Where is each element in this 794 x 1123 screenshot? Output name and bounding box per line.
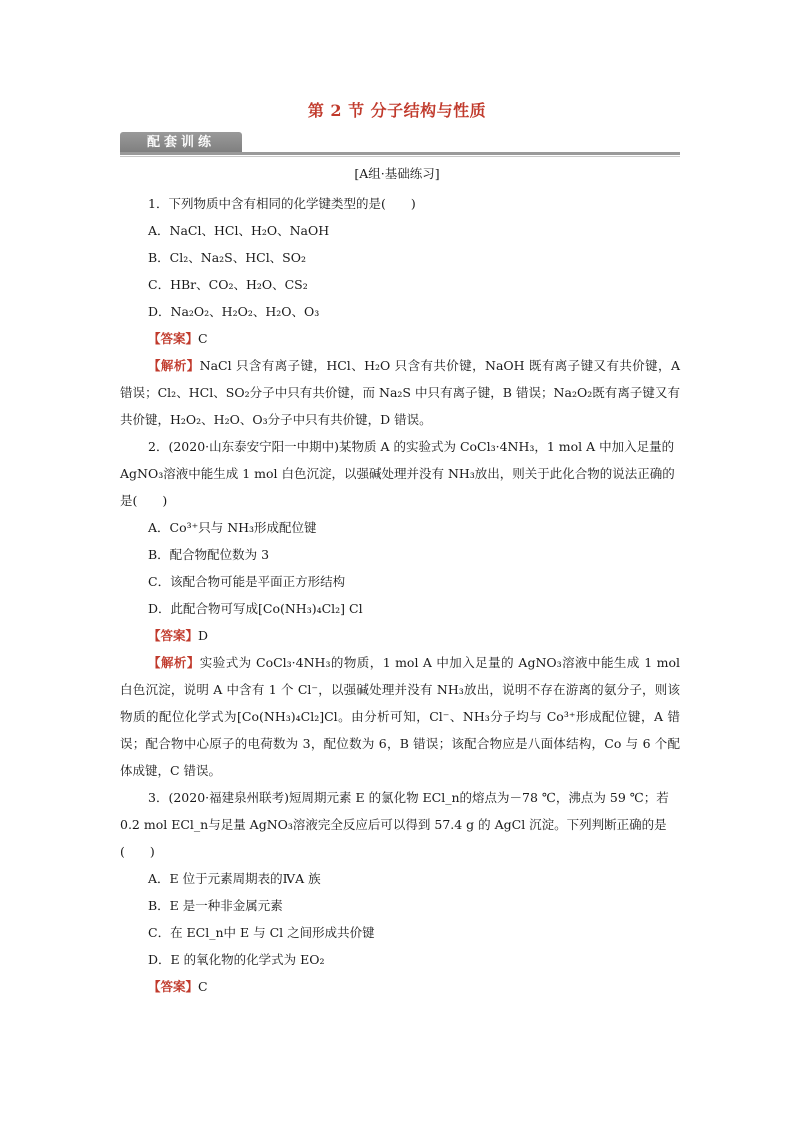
question-list: [120, 190, 680, 1000]
explanation-text: 实验式为 CoCl₃·4NH₃的物质，1 mol A 中加入足量的 AgNO₃溶液中能生成 1 mol 白色沉淀，说明 A 中含有 1 个 Cl⁻，以强碱处理并没有 NH₃放出，说明不存在游离的氨分子，则该物质的配位化学式为[Co(NH₃)₄Cl₂]Cl。由分析可知，Cl⁻、NH₃分子均与 Co³⁺形成配位键，A 错误；配合物中心原子的电荷数为 3，配位数为 6，B 错误；该配合物应是八面体结构，Co 与 6 个配体成键，C 错误。: [120, 655, 680, 778]
answer-value: D: [198, 628, 209, 643]
answer-tag: 【答案】: [148, 331, 199, 346]
question-1-option-d: D．Na₂O₂、H₂O₂、H₂O、O₃: [148, 304, 320, 319]
question-2-answer: [120, 622, 680, 649]
question-2-explanation: [120, 649, 680, 784]
explanation-tag: 【解析】: [148, 358, 200, 373]
answer-value: C: [198, 331, 208, 346]
banner-rule-thin: [120, 156, 680, 157]
section-banner-label: 配套训练: [146, 135, 215, 150]
answer-tag: 【答案】: [148, 979, 199, 994]
section-banner: [120, 132, 242, 154]
question-1-explanation: [120, 352, 680, 433]
question-1-option-a: A．NaCl、HCl、H₂O、NaOH: [148, 223, 330, 238]
explanation-tag: 【解析】: [148, 655, 200, 670]
question-1-answer: [120, 325, 680, 352]
answer-value: C: [198, 979, 208, 994]
question-1-stem: 1．下列物质中含有相同的化学键类型的是( ): [148, 196, 416, 211]
question-1-option-c: C．HBr、CO₂、H₂O、CS₂: [148, 277, 308, 292]
question-3-answer: [120, 973, 680, 1000]
question-1-option-b: B．Cl₂、Na₂S、HCl、SO₂: [148, 250, 307, 265]
question-2-option-a: A．Co³⁺只与 NH₃形成配位键: [148, 520, 317, 535]
group-heading: [A组·基础练习]: [354, 166, 440, 181]
question-2-option-b: B．配合物配位数为 3: [148, 547, 270, 562]
question-2-option-d: D．此配合物可写成[Co(NH₃)₄Cl₂] Cl: [148, 601, 363, 616]
question-3-option-d: D．E 的氧化物的化学式为 EO₂: [148, 952, 325, 967]
question-2-option-c: C．该配合物可能是平面正方形结构: [148, 574, 346, 589]
question-3-stem: 3．(2020·福建泉州联考)短周期元素 E 的氯化物 ECl_n的熔点为－78 ℃，沸点为 59 ℃；若 0.2 mol ECl_n与足量 AgNO₃溶液完全反应后可以得到 57.4 g 的 AgCl 沉淀。下列判断正确的是( ): [120, 790, 669, 859]
question-3-option-c: C．在 ECl_n中 E 与 Cl 之间形成共价键: [148, 925, 375, 940]
answer-tag: 【答案】: [148, 628, 199, 643]
page-title: 第 2 节 分子结构与性质: [307, 101, 487, 120]
question-3-option-b: B．E 是一种非金属元素: [148, 898, 283, 913]
explanation-text: NaCl 只含有离子键，HCl、H₂O 只含有共价键，NaOH 既有离子键又有共价键，A 错误；Cl₂、HCl、SO₂分子中只有共价键，而 Na₂S 中只有离子键，B 错误；Na₂O₂既有离子键又有共价键，H₂O₂、H₂O、O₃分子中只有共价键，D 错误。: [120, 358, 680, 427]
banner-rule: [120, 152, 680, 155]
question-3-option-a: A．E 位于元素周期表的ⅣA 族: [148, 871, 321, 886]
question-2-stem: 2．(2020·山东泰安宁阳一中期中)某物质 A 的实验式为 CoCl₃·4NH₃，1 mol A 中加入足量的 AgNO₃溶液中能生成 1 mol 白色沉淀，以强碱处理并没有 NH₃放出，则关于此化合物的说法正确的是( ): [120, 439, 675, 508]
